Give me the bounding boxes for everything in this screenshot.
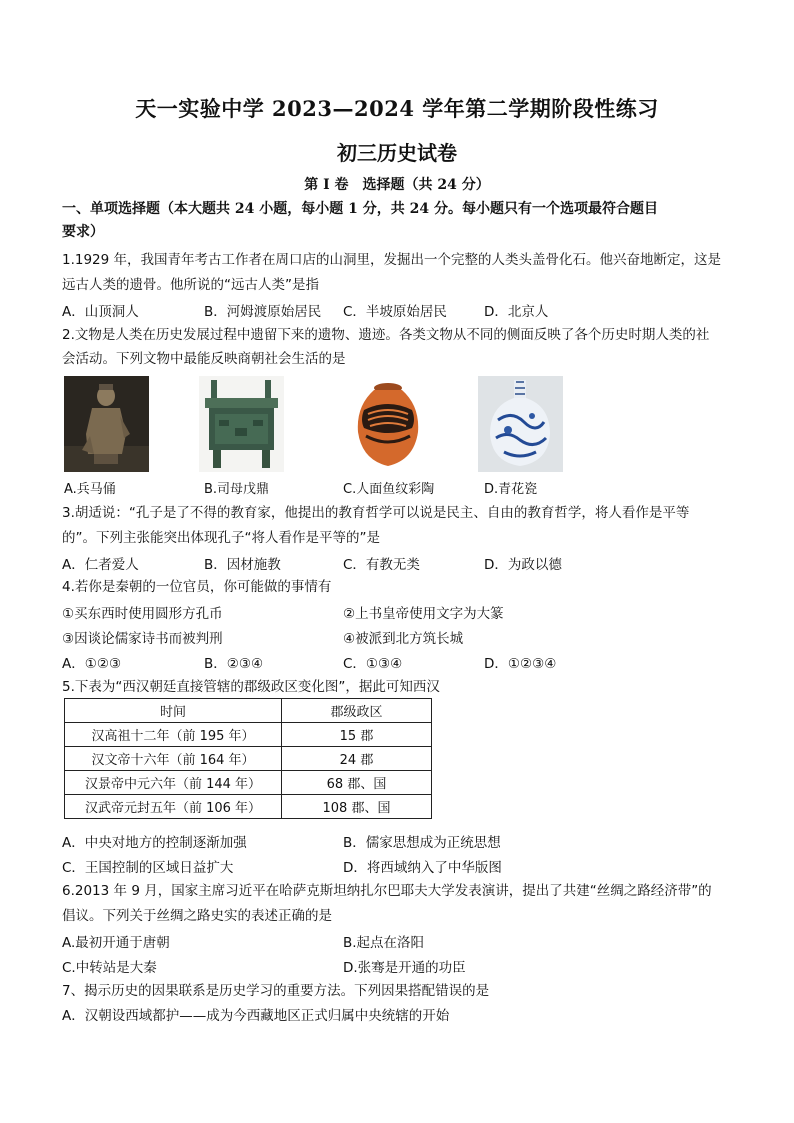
table-row (65, 723, 432, 747)
terracotta-warrior-image (64, 376, 149, 472)
q1-option-d: D．北京人 (484, 304, 549, 320)
q6-stem-line2: 倡议。下列关于丝绸之路史实的表述正确的是 (62, 908, 332, 924)
table-cell-region: 68 郡、国 (282, 771, 432, 795)
section-heading-line2: 要求） (62, 224, 104, 240)
q5-option-b: B．儒家思想成为正统思想 (343, 835, 501, 851)
q7-stem: 7、揭示历史的因果联系是历史学习的重要方法。下列因果搭配错误的是 (62, 983, 490, 999)
q5-option-a: A．中央对地方的控制逐渐加强 (62, 835, 247, 851)
q2-caption-d: D.青花瓷 (484, 482, 538, 497)
q1-stem-line2: 远古人类的遗骨。他所说的“远古人类”是指 (62, 277, 319, 293)
q1-option-b: B．河姆渡原始居民 (204, 304, 322, 320)
table-cell-time: 汉景帝中元六年（前 144 年） (65, 771, 282, 795)
q3-stem-line1: 3.胡适说：“孔子是了不得的教育家，他提出的教育哲学可以说是民主、自由的教育哲学，将人看作是平等 (62, 505, 690, 521)
table-cell-time: 汉武帝元封五年（前 106 年） (65, 795, 282, 819)
q5-option-d: D．将西域纳入了中华版图 (343, 860, 502, 876)
table-row (65, 771, 432, 795)
q2-caption-b: B.司母戊鼎 (204, 482, 270, 497)
exam-title: 天一实验中学 2023—2024 学年第二学期阶段性练习 (135, 96, 659, 121)
q4-option-a: A．①②③ (62, 656, 122, 672)
table-row (65, 795, 432, 819)
q2-caption-a: A.兵马俑 (64, 482, 116, 497)
q1-option-c: C．半坡原始居民 (343, 304, 447, 320)
q5-stem: 5.下表为“西汉朝廷直接管辖的郡级政区变化图”，据此可知西汉 (62, 679, 440, 695)
table-header-time: 时间 (65, 699, 282, 723)
q4-item-2: ②上书皇帝使用文字为大篆 (343, 606, 504, 622)
q6-stem-line1: 6.2013 年 9 月，国家主席习近平在哈萨克斯坦纳扎尔巴耶夫大学发表演讲，提出了共建“丝绸之路经济带”的 (62, 883, 712, 899)
q6-option-a: A.最初开通于唐朝 (62, 935, 170, 951)
table-cell-region: 108 郡、国 (282, 795, 432, 819)
q3-option-b: B．因材施教 (204, 557, 281, 573)
q6-option-c: C.中转站是大秦 (62, 960, 157, 976)
table-cell-time: 汉高祖十二年（前 195 年） (65, 723, 282, 747)
q4-item-1: ①买东西时使用圆形方孔币 (62, 606, 223, 622)
q1-option-a: A．山顶洞人 (62, 304, 139, 320)
painted-pottery-image (346, 376, 431, 472)
q1-stem-line1: 1.1929 年，我国青年考古工作者在周口店的山洞里，发掘出一个完整的人类头盖骨化石。他兴奋地断定，这是 (62, 252, 722, 268)
q4-option-c: C．①③④ (343, 656, 403, 672)
q2-caption-c: C.人面鱼纹彩陶 (343, 482, 435, 497)
exam-subtitle: 初三历史试卷 (337, 141, 457, 165)
q3-option-d: D．为政以德 (484, 557, 562, 573)
q5-option-c: C．王国控制的区域日益扩大 (62, 860, 234, 876)
table-cell-time: 汉文帝十六年（前 164 年） (65, 747, 282, 771)
q6-option-d: D.张骞是开通的功臣 (343, 960, 466, 976)
simuwu-ding-image (199, 376, 284, 472)
q3-stem-line2: 的”。下列主张能突出体现孔子“将人看作是平等的”是 (62, 530, 380, 546)
table-row (65, 747, 432, 771)
section-heading-line1: 一、单项选择题（本大题共 24 小题，每小题 1 分，共 24 分。每小题只有一个选项最符合题目 (62, 201, 658, 217)
q4-item-4: ④被派到北方筑长城 (343, 631, 464, 647)
part-heading: 第 I 卷 选择题（共 24 分） (304, 177, 490, 193)
blue-white-porcelain-image (478, 376, 563, 472)
q6-option-b: B.起点在洛阳 (343, 935, 425, 951)
q4-option-b: B．②③④ (204, 656, 264, 672)
table-header-region: 郡级政区 (282, 699, 432, 723)
q3-option-a: A．仁者爱人 (62, 557, 139, 573)
q4-option-d: D．①②③④ (484, 656, 557, 672)
q4-stem: 4.若你是秦朝的一位官员，你可能做的事情有 (62, 579, 332, 595)
table-header-row (65, 699, 432, 723)
q2-stem-line2: 会活动。下列文物中最能反映商朝社会生活的是 (62, 351, 346, 367)
q7-option-a: A．汉朝设西域都护——成为今西藏地区正式归属中央统辖的开始 (62, 1008, 450, 1024)
q2-stem-line1: 2.文物是人类在历史发展过程中遗留下来的遗物、遗迹。各类文物从不同的侧面反映了各个历史时期人类的社 (62, 327, 710, 343)
han-commandery-table (64, 698, 432, 819)
table-cell-region: 15 郡 (282, 723, 432, 747)
table-cell-region: 24 郡 (282, 747, 432, 771)
q4-item-3: ③因谈论儒家诗书而被判刑 (62, 631, 223, 647)
q3-option-c: C．有教无类 (343, 557, 420, 573)
